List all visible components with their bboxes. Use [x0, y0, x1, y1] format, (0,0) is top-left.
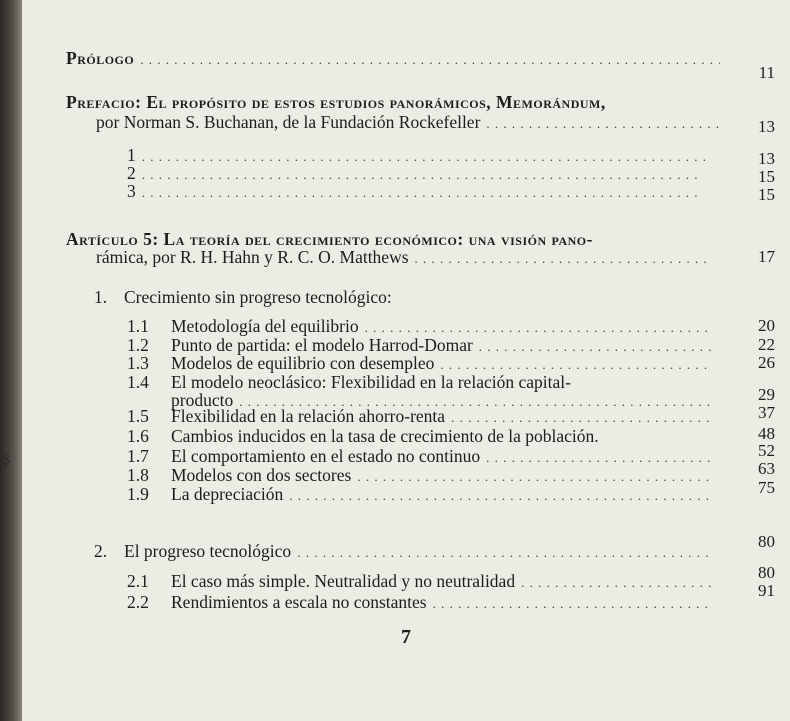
page-number-1-6: 48 — [758, 424, 775, 443]
entry-title: 1.3 Modelos de equilibrio con desempleo — [127, 353, 435, 373]
section-1-heading — [94, 287, 392, 308]
dot-leader — [415, 251, 710, 267]
entry-title: El modelo neoclásico: Flexibilidad en la relación capital- — [171, 372, 571, 392]
entry-title: Prólogo — [66, 48, 135, 68]
page-number-prefacio: 13 — [758, 117, 775, 136]
table-of-contents-page — [22, 0, 790, 721]
section-title: Crecimiento sin progreso tecnológico: — [124, 287, 392, 307]
toc-entry-prefacio — [96, 112, 726, 133]
section-number: 1. — [94, 287, 108, 307]
dot-leader — [142, 185, 699, 201]
entry-title: Cambios inducidos en la tasa de crecimiento de la población. — [171, 426, 599, 446]
prefacio-title-line1: Prefacio: El propósito de estos estudios panorámicos, Memorándum, — [66, 92, 606, 112]
entry-title: por Norman S. Buchanan, de la Fundación Rockefeller — [96, 112, 481, 132]
toc-entry-1-5 — [127, 406, 717, 427]
toc-entry-1-3 — [127, 353, 717, 374]
toc-entry-1-7 — [127, 446, 717, 467]
dot-leader — [440, 357, 711, 373]
margin-mark: Ş — [2, 452, 11, 468]
page-number-2-1: 80 — [758, 563, 775, 582]
entry-title: 1.7 El comportamiento en el estado no continuo — [127, 446, 481, 466]
page-number-1-4: 29 — [758, 385, 775, 404]
toc-entry-articulo — [96, 247, 716, 268]
page-number-section-2: 80 — [758, 532, 775, 551]
page-number-pref-2: 15 — [758, 167, 775, 186]
entry-title: 1.5 Flexibilidad en la relación ahorro-renta — [127, 406, 446, 426]
toc-entry-1-8 — [127, 465, 717, 486]
dot-leader — [140, 52, 720, 68]
book-spine-edge — [0, 0, 22, 721]
toc-entry-section-2 — [94, 541, 720, 562]
entry-title: 1.1 Metodología del equilibrio — [127, 316, 359, 336]
dot-leader — [365, 320, 711, 336]
entry-number: 1.4 — [127, 372, 149, 392]
page-number-1-2: 22 — [758, 335, 775, 354]
entry-number: 2 — [127, 163, 136, 183]
entry-title-continued: producto — [171, 390, 234, 410]
dot-leader — [289, 488, 711, 504]
page-number-1-7: 52 — [758, 441, 775, 460]
dot-leader — [486, 450, 711, 466]
toc-entry-1-6 — [127, 426, 599, 447]
section-title: 2. El progreso tecnológico — [94, 541, 292, 561]
dot-leader — [451, 410, 711, 426]
dot-leader — [521, 575, 713, 591]
page-number-prologo: 11 — [758, 63, 775, 82]
entry-title: 1.9 La depreciación — [127, 484, 284, 504]
toc-entry-2-2 — [127, 592, 719, 613]
toc-entry-2-1 — [127, 571, 719, 592]
toc-entry-1-1 — [127, 316, 717, 337]
folio-page-number: 7 — [401, 626, 411, 648]
page-number-1-1: 20 — [758, 316, 775, 335]
page-number-pref-3: 15 — [758, 185, 775, 204]
dot-leader — [486, 116, 720, 132]
page-number-1-9: 75 — [758, 478, 775, 497]
toc-entry-1-9 — [127, 484, 717, 505]
entry-title: 2.2 Rendimientos a escala no constantes — [127, 592, 427, 612]
entry-title: rámica, por R. H. Hahn y R. C. O. Matthews — [96, 247, 409, 267]
toc-entry-pref-3 — [127, 181, 705, 202]
entry-number: 3 — [127, 181, 136, 201]
entry-number: 1.6 — [127, 426, 149, 446]
articulo-title-line1: Artículo 5: La teoría del crecimiento económico: una visión pano- — [66, 229, 593, 249]
entry-number: 1 — [127, 145, 136, 165]
page-number-pref-1: 13 — [758, 149, 775, 168]
page-number-1-8: 63 — [758, 459, 775, 478]
dot-leader — [357, 469, 711, 485]
toc-entry-prologo — [66, 48, 726, 69]
page-number-1-5: 37 — [758, 403, 775, 422]
page-number-1-3: 26 — [758, 353, 775, 372]
entry-title: 1.2 Punto de partida: el modelo Harrod-Domar — [127, 335, 473, 355]
entry-title: 1.8 Modelos con dos sectores — [127, 465, 352, 485]
entry-title: 2.1 El caso más simple. Neutralidad y no neutralidad — [127, 571, 516, 591]
dot-leader — [433, 596, 713, 612]
page-number-articulo: 17 — [758, 247, 775, 266]
page-number-2-2: 91 — [758, 581, 775, 600]
dot-leader — [297, 545, 714, 561]
